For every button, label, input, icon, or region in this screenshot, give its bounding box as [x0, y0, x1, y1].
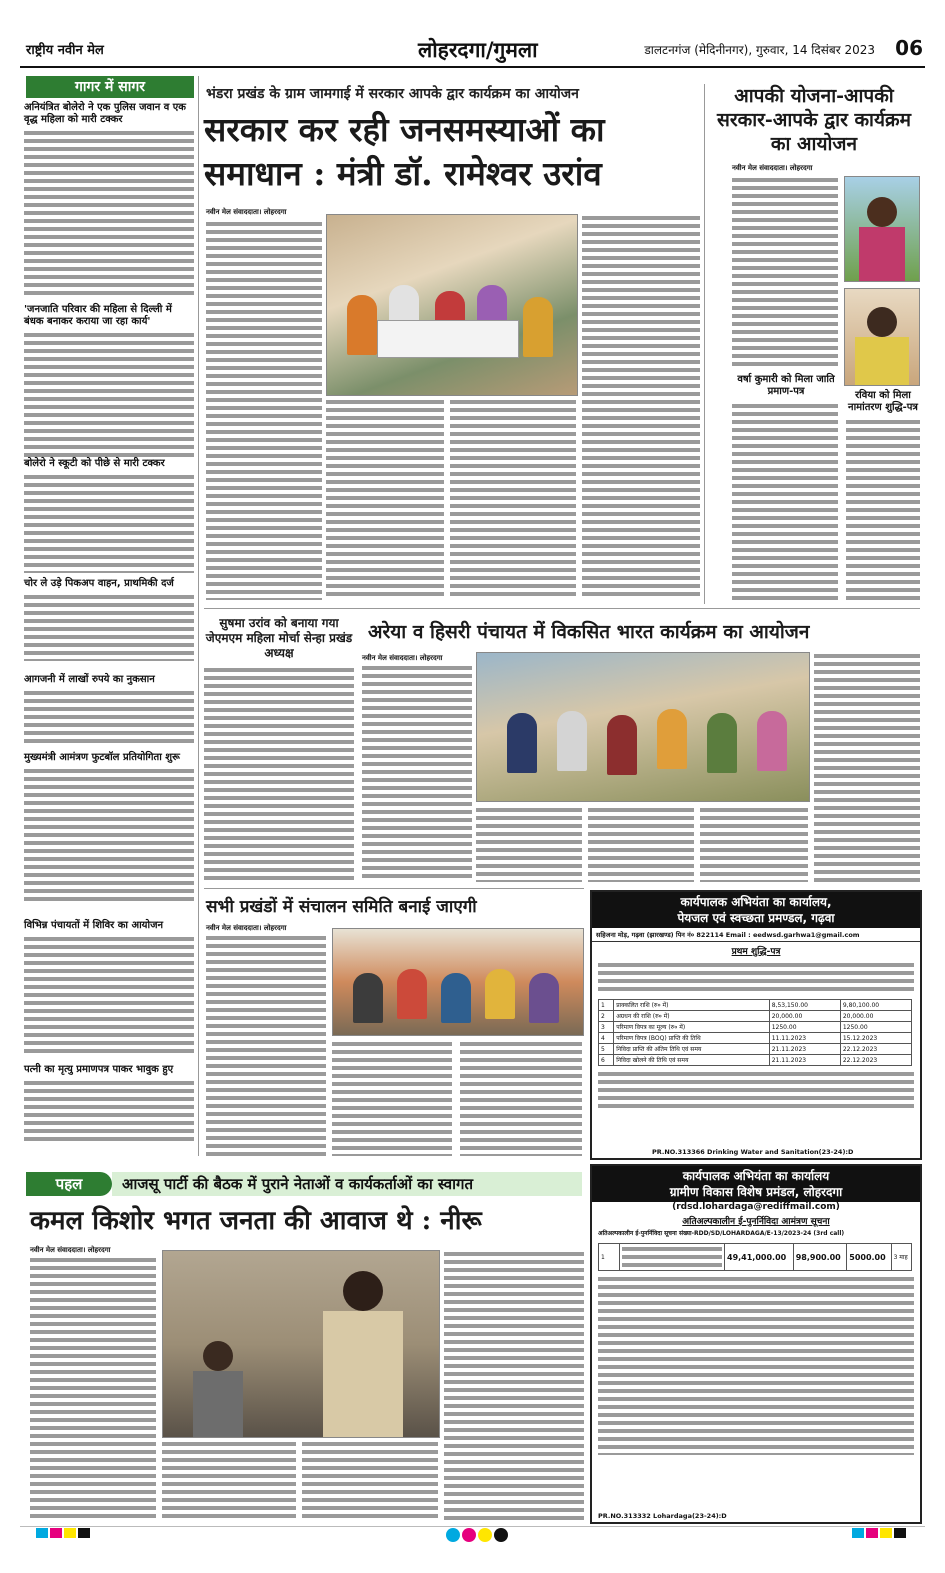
registration-swatch: [78, 1528, 90, 1538]
table-cell-old: 11.11.2023: [769, 1033, 840, 1044]
table-cell-old: 21.11.2023: [769, 1055, 840, 1066]
table-row: [599, 1055, 912, 1066]
sidebar-story: [24, 752, 194, 912]
ad1-notes: [598, 1070, 914, 1110]
table-cell-old: 21.11.2023: [769, 1044, 840, 1055]
samiti-body-col2: [332, 1040, 452, 1156]
right-byline: नवीन मेल संवाददाता। लोहरदगा: [732, 164, 813, 172]
areya-body-col3: [588, 806, 694, 882]
body-text: [24, 593, 194, 661]
areya-photo: [476, 652, 810, 802]
ad2-period: 3 माह: [891, 1244, 911, 1271]
registration-swatch: [852, 1528, 864, 1538]
sidebar-story: [24, 920, 194, 1060]
tender-notice-ad-2: [590, 1164, 922, 1524]
section-title: लोहरदगा/गुमला: [418, 37, 538, 62]
table-cell-item: अग्रधन की राशि (रु० में): [614, 1011, 770, 1022]
bottom-kicker: आजसू पार्टी की बैठक में पुराने नेताओं व कार्यकर्ताओं का स्वागत: [122, 1175, 473, 1193]
sushma-headline: सुषमा उरांव को बनाया गया जेएमएम महिला मोर्चा सेन्हा प्रखंड अध्यक्ष: [205, 616, 353, 660]
table-cell-new: 22.12.2023: [840, 1055, 911, 1066]
lead-byline: नवीन मेल संवाददाता। लोहरदगा: [206, 208, 287, 216]
samiti-body-col3: [460, 1040, 582, 1156]
table-row: [599, 1022, 912, 1033]
table-cell-new: 15.12.2023: [840, 1033, 911, 1044]
areya-headline: अरेया व हिसरी पंचायत में विकसित भारत कार्यक्रम का आयोजन: [368, 621, 810, 643]
registration-dot: [462, 1528, 476, 1542]
ad2-earnest: 98,900.00: [793, 1244, 847, 1271]
sidebar-story-title: अनियंत्रित बोलेरो ने एक पुलिस जवान व एक वृद्ध महिला को मारी टक्कर: [24, 102, 186, 125]
sidebar-story-title: 'जनजाति परिवार की महिला से दिल्ली में बंधक बनाकर कराया जा रहा कार्य': [24, 304, 172, 327]
table-cell-no: 6: [599, 1055, 614, 1066]
table-cell-item: परिमाण विपत्र (BOQ) प्राप्ति की तिथि: [614, 1033, 770, 1044]
ad1-body: [598, 961, 914, 995]
column-divider: [198, 76, 199, 1156]
lead-headline-line1: सरकार कर रही जनसमस्याओं का: [204, 110, 605, 149]
ad2-org: [592, 1166, 920, 1202]
areya-body-col4: [700, 806, 808, 882]
areya-body-col2: [476, 806, 582, 882]
table-row: [599, 1033, 912, 1044]
lead-kicker: भंडरा प्रखंड के ग्राम जामगाई में सरकार आपके द्वार कार्यक्रम का आयोजन: [206, 86, 579, 102]
ad2-email: (rdsd.lohardaga@rediffmail.com): [672, 1202, 840, 1212]
bottom-byline: नवीन मेल संवाददाता। लोहरदगा: [30, 1246, 111, 1254]
table-cell-no: 5: [599, 1044, 614, 1055]
table-row: [599, 1011, 912, 1022]
samiti-photo: [332, 928, 584, 1036]
masthead: [20, 34, 925, 64]
bottom-body-col1: [30, 1256, 156, 1520]
body-text: [24, 473, 194, 573]
table-cell-new: 22.12.2023: [840, 1044, 911, 1055]
right-body-col1: [732, 176, 838, 370]
bottom-body-col2: [162, 1440, 296, 1520]
registration-swatch: [894, 1528, 906, 1538]
section-tag: पहल: [26, 1172, 112, 1196]
sidebar-story: [24, 458, 194, 578]
ad2-title: अतिअल्पकालीन ई-पुनर्निविदा आमंत्रण सूचना: [682, 1217, 830, 1227]
tender-notice-ad: [590, 890, 922, 1160]
table-cell-no: 2: [599, 1011, 614, 1022]
samiti-body-col1: [206, 934, 326, 1156]
ad2-body: [598, 1275, 914, 1455]
sidebar-story-title: पत्नी का मृत्यु प्रमाणपत्र पाकर भावुक हुए: [24, 1064, 174, 1075]
registration-dot: [478, 1528, 492, 1542]
body-text: [24, 767, 194, 905]
ad1-footer: PR.NO.313366 Drinking Water and Sanitation(23-24):D: [652, 1148, 854, 1156]
sushma-body: [204, 666, 354, 882]
right-headline: आपकी योजना-आपकी सरकार-आपके द्वार कार्यक्रम का आयोजन: [717, 85, 911, 155]
lead-photo: [326, 214, 578, 396]
sidebar-story-title: आगजनी में लाखों रुपये का नुकसान: [24, 674, 155, 685]
paper-name: राष्ट्रीय नवीन मेल: [26, 43, 104, 58]
section-rule: [204, 888, 584, 889]
right-body-col3: [846, 418, 920, 602]
table-cell-old: 20,000.00: [769, 1011, 840, 1022]
section-rule: [204, 608, 920, 609]
ad2-ref: अतिअल्पकालीन ई-पुनर्निविदा सूचना संख्या-RDD/SD/LOHARDAGA/E-13/2023-24 (3rd call): [598, 1230, 845, 1237]
sidebar-story: [24, 304, 194, 454]
bottom-photo: [162, 1250, 440, 1438]
ad2-org-line1: कार्यपालक अभियंता का कार्यालय: [682, 1169, 830, 1183]
table-cell-item: परिमाण विपत्र का मूल्य (रु० में): [614, 1022, 770, 1033]
registration-dot: [446, 1528, 460, 1542]
table-cell-item: प्राक्कलित राशि (रु० में): [614, 1000, 770, 1011]
table-cell-item: निविदा खोलने की तिथि एवं समय: [614, 1055, 770, 1066]
body-text: [24, 129, 194, 299]
lead-body-col2: [326, 398, 444, 600]
registration-swatch: [880, 1528, 892, 1538]
sidebar-story-title: विभिन्न पंचायतों में शिविर का आयोजन: [24, 920, 164, 931]
ad1-org-line1: कार्यपालक अभियंता का कार्यालय,: [680, 895, 832, 909]
body-text: [24, 1079, 194, 1141]
areya-body-col5: [814, 652, 920, 882]
ad2-amount: 49,41,000.00: [725, 1244, 794, 1271]
body-text: [24, 689, 194, 747]
bottom-body-col4: [444, 1250, 584, 1520]
body-text: [24, 331, 194, 457]
bottom-body-col3: [302, 1440, 438, 1520]
areya-body-col1: [362, 664, 472, 882]
sidebar-story: [24, 674, 194, 750]
ad1-title: प्रथम शुद्धि-पत्र: [731, 947, 781, 957]
sidebar-story-title: मुख्यमंत्री आमंत्रण फुटबॉल प्रतियोगिता शुरू: [24, 752, 180, 763]
table-cell-new: 1250.00: [840, 1022, 911, 1033]
lead-headline-line2: समाधान : मंत्री डॉ. रामेश्वर उरांव: [204, 154, 602, 193]
sidebar-story: [24, 102, 194, 302]
ad1-address: सहिजना मोड़, गढ़वा (झारखण्ड) पिन नं० 822114 Email : eedwsd.garhwa1@gmail.com: [592, 928, 920, 942]
ad2-org-line2: ग्रामीण विकास विशेष प्रमंडल, लोहरदगा: [669, 1185, 843, 1199]
areya-byline: नवीन मेल संवाददाता। लोहरदगा: [362, 654, 443, 662]
sidebar-story-title: चोर ले उड़े पिकअप वाहन, प्राथमिकी दर्ज: [24, 578, 174, 589]
ad2-table: 1 49,41,000.00 98,900.00 5000.00 3 माह: [598, 1243, 912, 1271]
right-subhead: वर्षा कुमारी को मिला जाति प्रमाण-पत्र: [737, 374, 835, 397]
sidebar-story: [24, 1064, 194, 1156]
lead-body-col1: [206, 220, 322, 600]
right-photo-2: [844, 288, 920, 386]
table-row: [599, 1000, 912, 1011]
samiti-headline: सभी प्रखंडों में संचालन समिति बनाई जाएगी: [206, 897, 477, 917]
registration-swatch: [64, 1528, 76, 1538]
table-cell-old: 8,53,150.00: [769, 1000, 840, 1011]
registration-swatch: [866, 1528, 878, 1538]
right-photo-1: [844, 176, 920, 282]
registration-swatch: [50, 1528, 62, 1538]
bottom-rule: [20, 1526, 925, 1527]
sidebar-header: गागर में सागर: [26, 76, 194, 98]
lead-body-col4: [582, 214, 700, 600]
table-cell-new: 9,80,100.00: [840, 1000, 911, 1011]
bottom-headline: कमल किशोर भगत जनता की आवाज थे : नीरू: [30, 1206, 482, 1236]
dateline: डालटनगंज (मेदिनीनगर), गुरुवार, 14 दिसंबर 2023: [644, 43, 875, 57]
lead-body-col3: [450, 398, 576, 600]
table-cell-new: 20,000.00: [840, 1011, 911, 1022]
registration-swatch: [36, 1528, 48, 1538]
body-text: [24, 935, 194, 1055]
samiti-byline: नवीन मेल संवाददाता। लोहरदगा: [206, 924, 287, 932]
lead-headline: [204, 108, 700, 196]
table-cell-item: निविदा प्राप्ति की अंतिम तिथि एवं समय: [614, 1044, 770, 1055]
masthead-rule: [20, 66, 925, 68]
table-cell-old: 1250.00: [769, 1022, 840, 1033]
ad1-org: [592, 892, 920, 928]
column-divider: [704, 84, 705, 604]
table-cell-no: 1: [599, 1000, 614, 1011]
right-photo-caption: रविया को मिला नामांतरण शुद्धि-पत्र: [848, 390, 918, 413]
ad1-org-line2: पेयजल एवं स्वच्छता प्रमण्डल, गढ़वा: [677, 911, 835, 925]
page-number: 06: [895, 36, 923, 60]
table-cell-no: 4: [599, 1033, 614, 1044]
ad1-table: [598, 999, 912, 1066]
sidebar-story-title: बोलेरो ने स्कूटी को पीछे से मारी टक्कर: [24, 458, 165, 469]
registration-dot: [494, 1528, 508, 1542]
ad2-cost: 5000.00: [847, 1244, 891, 1271]
table-cell-no: 3: [599, 1022, 614, 1033]
sidebar-story: [24, 578, 194, 670]
table-row: [599, 1044, 912, 1055]
right-body-col2: [732, 402, 838, 602]
ad2-footer: PR.NO.313332 Lohardaga(23-24):D: [598, 1512, 727, 1520]
